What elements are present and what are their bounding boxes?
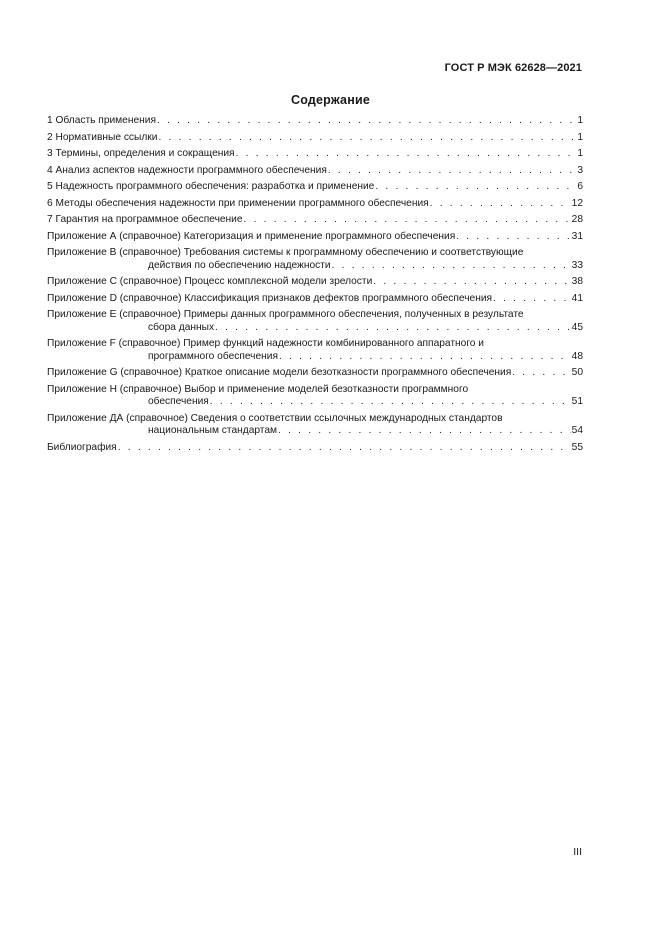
toc-entry-title: программного обеспечения — [148, 350, 278, 362]
toc-page-number: 41 — [571, 292, 583, 304]
toc-entry-line — [47, 293, 583, 306]
toc-entry-line — [47, 198, 583, 211]
toc-entry-title: обеспечения — [148, 396, 209, 407]
toc-entry-line — [47, 367, 583, 380]
toc-entry-line — [47, 260, 583, 273]
toc-leader-dots — [456, 231, 570, 244]
toc-entry-line — [47, 396, 583, 409]
toc-leader-dots — [215, 322, 571, 335]
toc-title: Содержание — [290, 93, 370, 107]
toc-entry[interactable] — [47, 181, 583, 194]
toc-entry-line — [47, 384, 583, 397]
toc-page-number: 33 — [571, 259, 583, 271]
toc-leader-dots — [158, 132, 576, 145]
toc-entry-line — [47, 425, 583, 438]
toc-entry-line — [47, 351, 583, 364]
toc-leader-dots — [332, 260, 571, 273]
toc-page-number: 1 — [577, 148, 583, 159]
toc-entry[interactable] — [47, 338, 583, 363]
toc-leader-dots — [210, 396, 571, 409]
toc-entry-line — [47, 165, 583, 178]
toc-entry-line — [47, 442, 583, 455]
toc-page-number: 55 — [571, 441, 583, 453]
toc-leader-dots — [373, 276, 570, 289]
toc-page-number: 51 — [571, 396, 583, 407]
toc-entry[interactable] — [47, 384, 583, 409]
toc-entry-title: Приложение F (справочное) Пример функций надежности комбинированного аппаратного и — [47, 338, 484, 349]
toc-entry[interactable] — [47, 214, 583, 227]
toc-entry-title: Приложение Е (справочное) Примеры данных программного обеспечения, полученных в результате — [47, 309, 524, 320]
toc-entry-line — [47, 231, 583, 244]
toc-page-number: 6 — [577, 181, 583, 192]
toc-entry[interactable] — [47, 413, 583, 438]
toc-leader-dots — [236, 148, 577, 161]
toc-entry-title: Приложение G (справочное) Краткое описание модели безотказности программного обеспечения — [47, 367, 512, 378]
toc-entry-title: 5 Надежность программного обеспечения: разработка и применение — [47, 181, 375, 192]
toc-entry[interactable] — [47, 231, 583, 244]
toc-entry-title: Приложение D (справочное) Классификация признаков дефектов программного обеспечения — [47, 292, 493, 304]
toc-page-number: 1 — [577, 131, 583, 143]
toc-entry[interactable] — [47, 293, 583, 306]
toc-page-number: 48 — [571, 350, 583, 362]
toc-leader-dots — [512, 367, 570, 380]
toc-entry-title: национальным стандартам — [148, 425, 278, 436]
toc-leader-dots — [328, 165, 576, 178]
toc-entry-title: Приложение С (справочное) Процесс комплексной модели зрелости — [47, 276, 373, 287]
toc-entry-title: сбора данных — [148, 321, 215, 333]
toc-page-number: 50 — [571, 367, 583, 378]
toc-entry[interactable] — [47, 367, 583, 380]
toc-leader-dots — [493, 293, 571, 306]
toc-entry-title: 4 Анализ аспектов надежности программного обеспечения — [47, 164, 327, 176]
toc-entry-title: Приложение В (справочное) Требования системы к программному обеспечению и соответствующие — [47, 247, 524, 258]
toc-page-number: 1 — [577, 115, 583, 126]
toc-page-number: 54 — [571, 425, 583, 436]
toc-entry-line — [47, 115, 583, 128]
toc-entry-line — [47, 322, 583, 335]
toc-entry[interactable] — [47, 115, 583, 128]
table-of-contents — [47, 115, 583, 458]
toc-entry-line — [47, 148, 583, 161]
toc-entry[interactable] — [47, 276, 583, 289]
toc-page-number: 31 — [571, 230, 583, 242]
toc-entry-line — [47, 309, 583, 322]
toc-entry-title: 7 Гарантия на программное обеспечение — [47, 214, 243, 225]
toc-entry[interactable] — [47, 165, 583, 178]
toc-entry[interactable] — [47, 442, 583, 455]
toc-leader-dots — [279, 351, 571, 364]
toc-entry-line — [47, 132, 583, 145]
toc-entry-title: действия по обеспечению надежности — [148, 259, 331, 271]
toc-leader-dots — [375, 181, 576, 194]
toc-entry-title: 6 Методы обеспечения надежности при применении программного обеспечения — [47, 197, 429, 209]
toc-entry-line — [47, 276, 583, 289]
toc-leader-dots — [118, 442, 571, 455]
toc-page-number: 45 — [571, 321, 583, 333]
toc-entry-title: 1 Область применения — [47, 115, 156, 126]
toc-entry-line — [47, 181, 583, 194]
toc-page-number: 38 — [571, 276, 583, 287]
toc-page-number: 12 — [571, 197, 583, 209]
toc-entry-title: 2 Нормативные ссылки — [47, 131, 158, 143]
toc-leader-dots — [244, 214, 571, 227]
toc-entry-line — [47, 338, 583, 351]
toc-entry-line — [47, 413, 583, 426]
toc-entry[interactable] — [47, 247, 583, 272]
toc-page-number: 3 — [577, 164, 583, 176]
toc-entry[interactable] — [47, 132, 583, 145]
toc-page-number: 28 — [571, 214, 583, 225]
toc-entry-title: Приложение А (справочное) Категоризация и применение программного обеспечения — [47, 230, 456, 242]
toc-entry[interactable] — [47, 198, 583, 211]
toc-leader-dots — [157, 115, 576, 128]
document-header: ГОСТ Р МЭК 62628—2021 — [444, 62, 582, 74]
toc-entry-line — [47, 247, 583, 260]
toc-entry-title: 3 Термины, определения и сокращения — [47, 148, 235, 159]
page-number: III — [573, 846, 582, 858]
toc-entry[interactable] — [47, 148, 583, 161]
toc-entry-title: Библиография — [47, 441, 117, 453]
toc-leader-dots — [430, 198, 571, 211]
toc-entry-title: Приложение Н (справочное) Выбор и применение моделей безотказности программного — [47, 383, 469, 395]
toc-entry-title: Приложение ДА (справочное) Сведения о соответствии ссылочных международных стандартов — [47, 412, 503, 424]
toc-leader-dots — [278, 425, 571, 438]
toc-entry-line — [47, 214, 583, 227]
toc-entry[interactable] — [47, 309, 583, 334]
